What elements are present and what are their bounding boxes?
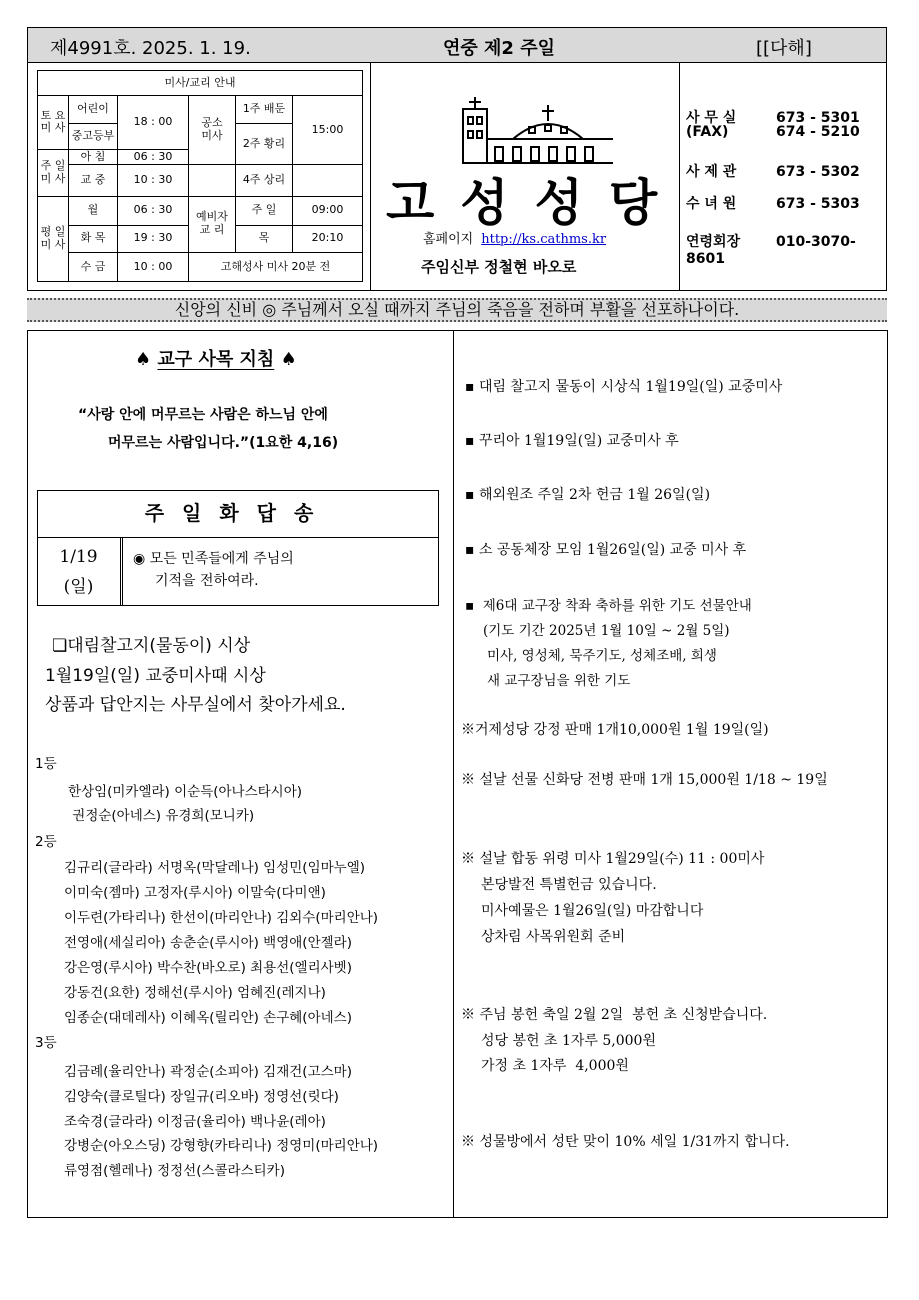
mass-schedule-table xyxy=(37,70,363,282)
spade-icon: ♠ xyxy=(280,349,297,370)
announcement-line: 미사, 영성체, 묵주기도, 성체조배, 희생 xyxy=(487,648,717,664)
liturgical-sunday: 연중 제2 주일 xyxy=(443,38,555,59)
church-building-icon xyxy=(453,95,618,165)
gongso-2: 2주 황리 xyxy=(236,123,293,164)
cat-thu-time: 20:10 xyxy=(293,225,363,252)
winner-line: 강은영(루시아) 박수찬(바오로) 최용선(엘리사벳) xyxy=(64,960,352,976)
tuethu-time: 19 : 30 xyxy=(118,225,189,252)
pastor-name: 주임신부 정철현 바오로 xyxy=(421,258,577,276)
homepage-label: 홈페이지 xyxy=(423,232,474,247)
winner-line: 권정순(아네스) 유경희(모니카) xyxy=(68,808,255,824)
cat-sun-time: 09:00 xyxy=(293,196,363,225)
sat-children: 어린이 xyxy=(69,95,118,123)
quiz-title: ❏대림찰고지(물동이) 시상 xyxy=(52,636,251,656)
announcement-line: 미사예물은 1월26일(일) 마감합니다 xyxy=(481,903,704,919)
contact-convent: 수 녀 원 673 - 5303 xyxy=(686,196,860,212)
winner-line: 조숙경(글라라) 이정금(율리아) 백나윤(레아) xyxy=(64,1114,326,1130)
issue-number: 제4991호. 2025. 1. 19. xyxy=(50,38,251,59)
confession-note: 고해성사 미사 20분 전 xyxy=(189,252,363,281)
gongso-time: 15:00 xyxy=(293,95,363,164)
announcement-line: (기도 기간 2025년 1월 10일 ~ 2월 5일) xyxy=(483,623,730,639)
announcement-line: 본당발전 특별헌금 있습니다. xyxy=(481,877,657,893)
cat-thu: 목 xyxy=(236,225,293,252)
liturgical-cycle: [[다해] xyxy=(756,38,812,59)
quote-line-2: 머무르는 사람입니다.”(1요한 4,16) xyxy=(108,435,339,451)
announcement-line: 성당 봉헌 초 1자루 5,000원 xyxy=(481,1033,656,1049)
creed-banner: 신앙의 신비 ◎ 주님께서 오실 때까지 주님의 죽음을 전하며 부활을 선포하나이다. xyxy=(27,298,887,322)
announcement-item: ※거제성당 강정 판매 1개10,000원 1월 19일(일) xyxy=(461,722,769,738)
response-line-1: ◉ 모든 민족들에게 주님의 xyxy=(133,551,294,567)
mass-schedule-title: 미사/교리 안내 xyxy=(38,71,363,96)
gongso-4: 4주 상리 xyxy=(236,165,293,196)
announcement-line: 가정 초 1자루 4,000원 xyxy=(481,1058,629,1074)
announcement-item: ▪ 소 공동체장 모임 1월26일(일) 교중 미사 후 xyxy=(465,542,747,558)
announcement-item: ▪ 대림 찰고지 물동이 시상식 1월19일(일) 교중미사 xyxy=(465,379,783,395)
winner-line: 김양숙(클로틸다) 장일규(리오바) 정영선(릿다) xyxy=(64,1089,339,1105)
second-prize-label: 2등 xyxy=(35,834,57,850)
contact-office: 사 무 실 673 - 5301 xyxy=(686,110,860,126)
winner-line: 류영점(헬레나) 정정선(스콜라스티카) xyxy=(64,1163,285,1179)
sun-main: 교 중 xyxy=(69,165,118,196)
weekday-mass-label: 평 일 미 사 xyxy=(38,196,69,281)
sun-morning: 아 침 xyxy=(69,149,118,164)
response-date-value: 1/19 xyxy=(59,547,98,567)
tuethu: 화 목 xyxy=(69,225,118,252)
responsorial-psalm-title: 주일화답송 xyxy=(37,490,439,538)
wedfri-time: 10 : 00 xyxy=(118,252,189,281)
response-day: (일) xyxy=(63,577,94,597)
announcement-line: 새 교구장님을 위한 기도 xyxy=(487,673,631,689)
spade-icon: ♠ xyxy=(135,349,152,370)
winner-line: 강병순(아오스딩) 강형향(카타리나) 정영미(마리안나) xyxy=(64,1138,379,1154)
winner-line: 이미숙(젬마) 고정자(루시아) 이말숙(다미앤) xyxy=(64,885,326,901)
header-bar xyxy=(27,27,887,63)
wedfri: 수 금 xyxy=(69,252,118,281)
info-band xyxy=(27,63,887,291)
announcement-item: ※ 주님 봉헌 축일 2월 2일 봉헌 초 신청받습니다. xyxy=(461,1007,768,1023)
third-prize-label: 3등 xyxy=(35,1035,57,1051)
announcement-item: ▪ 제6대 교구장 착좌 축하를 위한 기도 선물안내 xyxy=(465,598,752,614)
quote-line-1: “사랑 안에 머무르는 사람은 하느님 안에 xyxy=(78,407,328,423)
sat-youth: 중고등부 xyxy=(69,123,118,149)
catechumen-label: 예비자 교 리 xyxy=(189,196,236,252)
gongso-time-blank xyxy=(293,165,363,196)
winner-line: 이두련(가타리나) 한선이(마리안나) 김외수(마리안나) xyxy=(64,910,379,926)
response-line-2: 기적을 전하여라. xyxy=(155,573,259,589)
announcement-item: ▪ 해외원조 주일 2차 헌금 1월 26일(일) xyxy=(465,487,711,503)
sun-main-time: 10 : 30 xyxy=(118,165,189,196)
contact-fax: (FAX) 674 - 5210 xyxy=(686,124,860,140)
announcement-item: ▪ 꾸리아 1월19일(일) 교중미사 후 xyxy=(465,433,679,449)
gongso-mass-label: 공소 미사 xyxy=(189,95,236,164)
sat-time: 18 : 00 xyxy=(118,95,189,149)
quiz-line-2: 상품과 답안지는 사무실에서 찾아가세요. xyxy=(45,695,346,715)
homepage-line xyxy=(423,228,606,247)
announcement-item: ※ 설날 합동 위령 미사 1월29일(수) 11 : 00미사 xyxy=(461,851,765,867)
response-text xyxy=(133,548,294,592)
winner-line: 한상임(미카엘라) 이순득(아나스타시아) xyxy=(68,784,303,800)
cat-sun: 주 일 xyxy=(236,196,293,225)
homepage-link[interactable]: http://ks.cathms.kr xyxy=(481,232,607,247)
contact-rectory: 사 제 관 673 - 5302 xyxy=(686,164,860,180)
first-prize-label: 1등 xyxy=(35,756,57,772)
quiz-line-1: 1월19일(일) 교중미사때 시상 xyxy=(45,666,266,686)
gongso-blank xyxy=(189,165,236,196)
sunday-mass-label: 주 일 미 사 xyxy=(38,149,69,196)
announcement-item: ※ 성물방에서 성탄 맞이 10% 세일 1/31까지 합니다. xyxy=(461,1134,790,1150)
winner-line: 임종순(대데레사) 이혜옥(릴리안) 손구혜(아네스) xyxy=(64,1010,352,1026)
guide-title-text: 교구 사목 지침 xyxy=(157,349,275,370)
announcement-line: 상차림 사목위원회 준비 xyxy=(481,929,626,945)
winner-line: 김금례(율리안나) 곽정순(소피아) 김재건(고스마) xyxy=(64,1064,352,1080)
gongso-1: 1주 배둔 xyxy=(236,95,293,123)
announcement-item: ※ 설날 선물 신화당 전병 판매 1개 15,000원 1/18 ~ 19일 xyxy=(461,772,828,788)
pastoral-guide-title xyxy=(135,345,297,371)
contact-funeral-chair: 연령회장 010-3070-8601 xyxy=(686,234,856,267)
church-name: 고성성당 xyxy=(386,174,684,232)
mon-time: 06 : 30 xyxy=(118,196,189,225)
column-divider xyxy=(453,330,454,1218)
response-date xyxy=(37,538,123,605)
mon: 월 xyxy=(69,196,118,225)
sun-morning-time: 06 : 30 xyxy=(118,149,189,164)
saturday-mass-label: 토 요 미 사 xyxy=(38,95,69,149)
winner-line: 강동건(요한) 정해선(루시아) 엄혜진(레지나) xyxy=(64,985,326,1001)
winner-line: 전영애(세실리아) 송춘순(루시아) 백영애(안젤라) xyxy=(64,935,352,951)
winner-line: 김규리(글라라) 서명옥(막달레나) 임성민(임마누엘) xyxy=(64,860,366,876)
